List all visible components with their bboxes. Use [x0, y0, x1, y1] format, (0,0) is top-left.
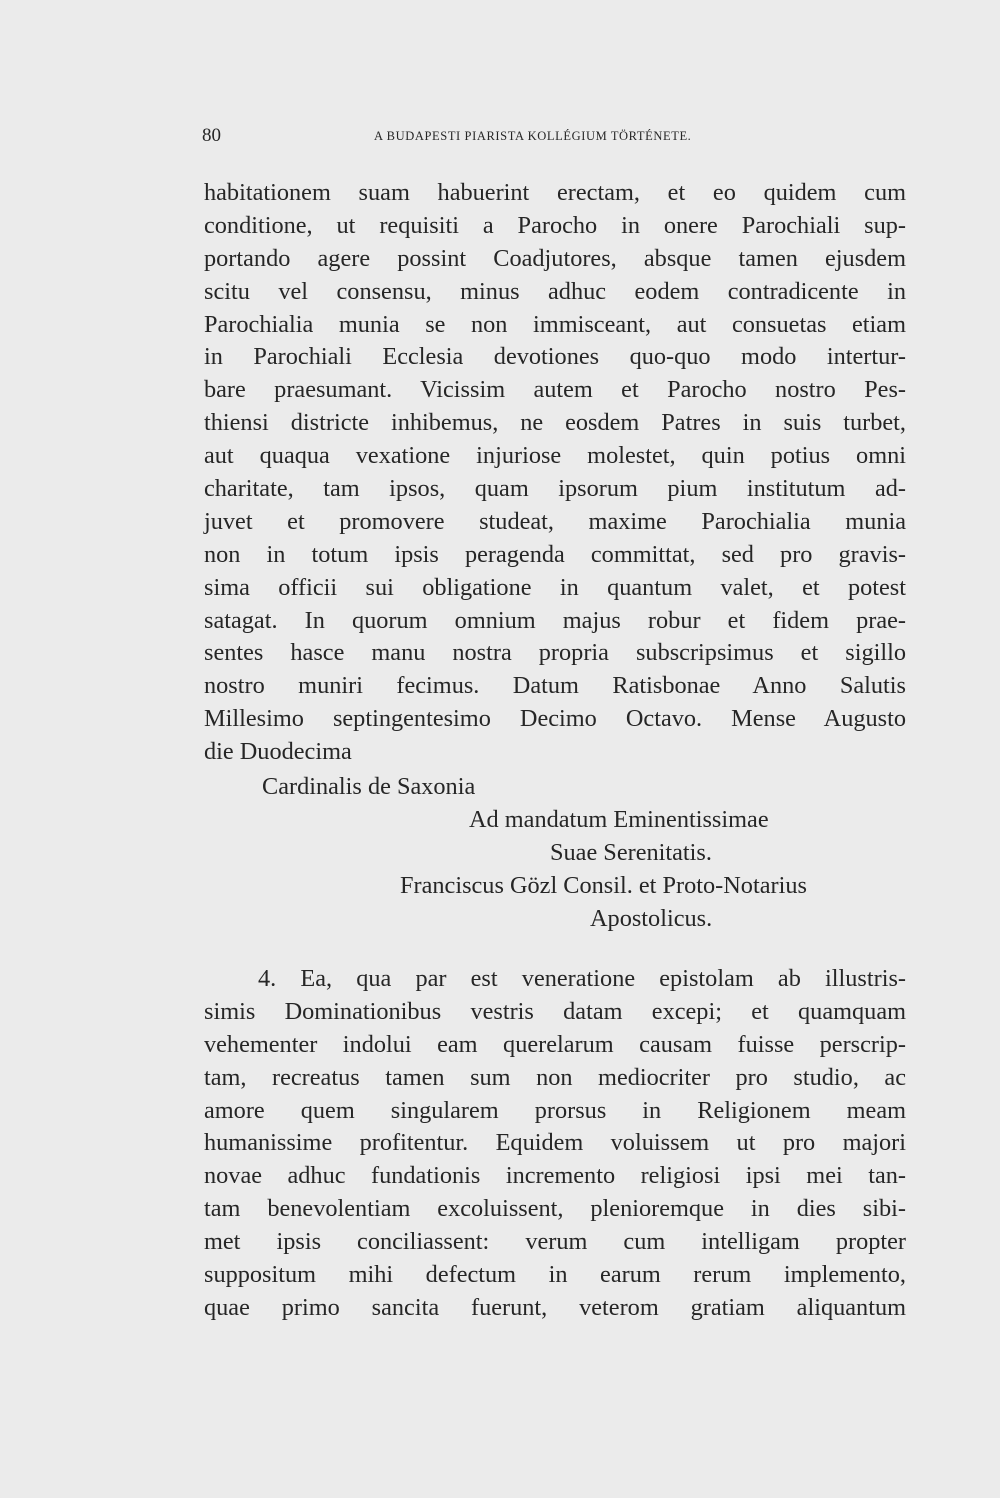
page-header: [202, 124, 907, 148]
signature-cardinal: Cardinalis de Saxonia: [262, 773, 476, 800]
text-line: humanissime profitentur. Equidem voluissem ut pro majori: [204, 1129, 906, 1157]
text-line: Parochialia munia se non immisceant, aut consuetas etiam: [204, 310, 906, 338]
text-line: nostro muniri fecimus. Datum Ratisbonae Anno Salutis: [204, 672, 906, 700]
text-line: Millesimo septingentesimo Decimo Octavo. Mense Augusto: [204, 705, 906, 733]
text-line: conditione, ut requisiti a Parocho in onere Parochiali sup-: [204, 211, 906, 239]
text-line: sentes hasce manu nostra propria subscripsimus et sigillo: [204, 639, 906, 667]
signature-serenity: Suae Serenitatis.: [550, 839, 712, 866]
text-line: non in totum ipsis peragenda committat, sed pro gravis-: [204, 540, 906, 568]
text-line: simis Dominationibus vestris datam excepi; et quamquam: [204, 997, 906, 1025]
text-line: tam benevolentiam excoluissent, plenioremque in dies sibi-: [204, 1195, 906, 1223]
text-line: amore quem singularem prorsus in Religionem meam: [204, 1096, 906, 1124]
signature-mandate: Ad mandatum Eminentissimae: [469, 806, 769, 833]
text-line: aut quaqua vexatione injuriose molestet, quin potius omni: [204, 442, 906, 470]
text-line: vehementer indolui eam querelarum causam fuisse perscrip-: [204, 1030, 906, 1058]
paragraph-2: [204, 963, 906, 1325]
page-number: 80: [202, 125, 221, 146]
text-line: novae adhuc fundationis incremento religiosi ipsi mei tan-: [204, 1162, 906, 1190]
text-line: portando agere possint Coadjutores, absque tamen ejusdem: [204, 244, 906, 272]
text-line: tam, recreatus tamen sum non mediocriter pro studio, ac: [204, 1063, 906, 1091]
text-line: die Duodecima: [204, 738, 352, 766]
text-line: charitate, tam ipsos, quam ipsorum pium institutum ad-: [204, 475, 906, 503]
text-line: met ipsis conciliassent: verum cum intelligam propter: [204, 1228, 906, 1256]
text-line: thiensi districte inhibemus, ne eosdem Patres in suis turbet,: [204, 409, 906, 437]
text-line: scitu vel consensu, minus adhuc eodem contradicente in: [204, 277, 906, 305]
signature-notary: Franciscus Gözl Consil. et Proto-Notarius: [400, 872, 807, 899]
text-line: suppositum mihi defectum in earum rerum implemento,: [204, 1261, 906, 1289]
text-line: in Parochiali Ecclesia devotiones quo-quo modo intertur-: [204, 343, 906, 371]
text-line: satagat. In quorum omnium majus robur et fidem prae-: [204, 606, 906, 634]
text-line: habitationem suam habuerint erectam, et eo quidem cum: [204, 179, 906, 206]
text-line: quae primo sancita fuerunt, veterom gratiam aliquantum: [204, 1293, 906, 1321]
running-title: A BUDAPESTI PIARISTA KOLLÉGIUM TÖRTÉNETE.: [374, 129, 692, 143]
text-line: juvet et promovere studeat, maxime Parochialia munia: [204, 507, 906, 535]
paragraph-1: [204, 177, 906, 769]
text-line: 4. Ea, qua par est veneratione epistolam ab illustris-: [258, 965, 906, 992]
text-line: bare praesumant. Vicissim autem et Parocho nostro Pes-: [204, 376, 906, 404]
text-line: sima officii sui obligatione in quantum valet, et potest: [204, 573, 906, 601]
signature-apostolic: Apostolicus.: [590, 905, 713, 932]
